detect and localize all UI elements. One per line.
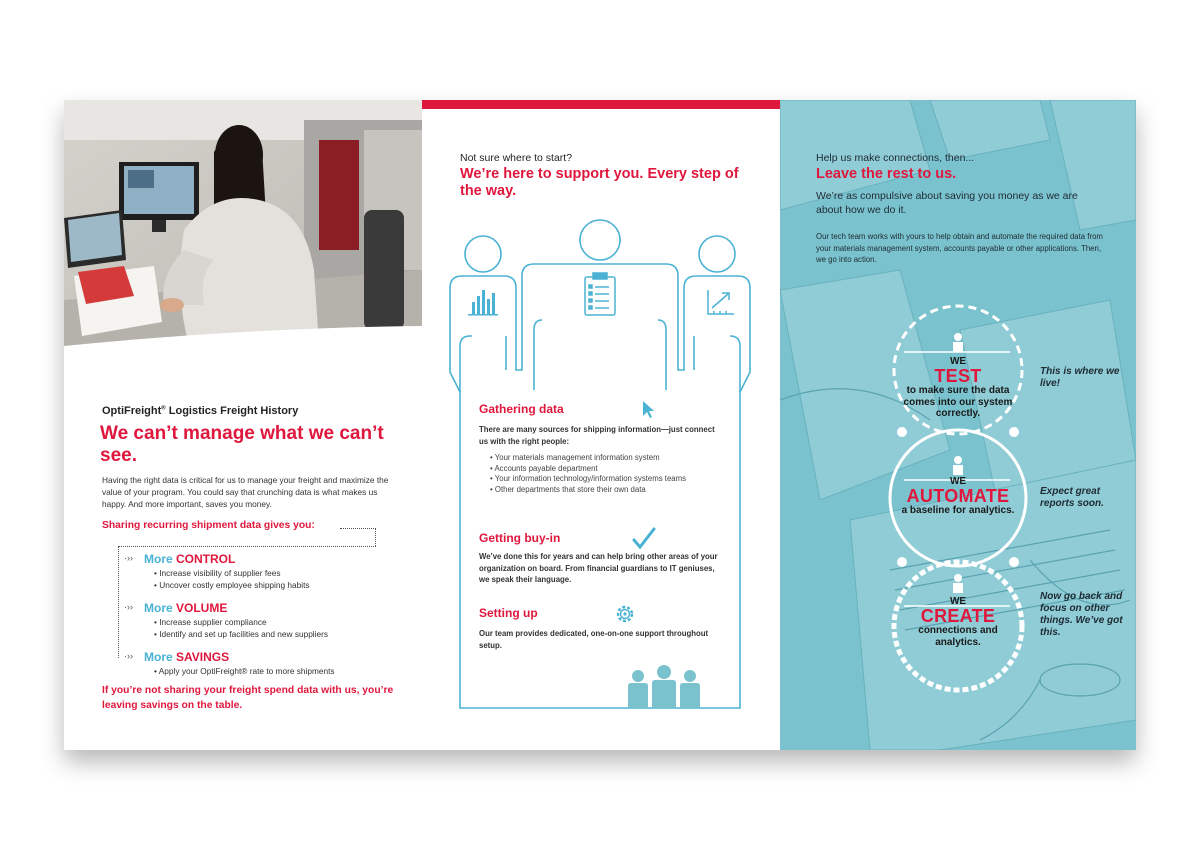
section-title-getting-buy-in: Getting buy-in <box>479 531 561 545</box>
list-item: • Your information technology/information systems teams <box>490 474 710 485</box>
step-verb: CREATE <box>920 606 996 626</box>
list-item: • Other departments that store their own data <box>490 485 710 496</box>
benefit-list <box>154 617 328 640</box>
list-item: • Identify and set up facilities and new suppliers <box>154 629 328 641</box>
panel2-headline: We’re here to support you. Every step of the way. <box>460 166 739 199</box>
step-we-label: WE <box>949 356 967 367</box>
panel1-headline: We can’t manage what we can’t see. <box>100 423 384 466</box>
share-data-heading: Sharing recurring shipment data gives you: <box>102 520 315 531</box>
benefit-list <box>154 568 310 591</box>
panel3-eyebrow: Help us make connections, then... <box>816 152 975 164</box>
step-note: This is where we live! <box>1040 366 1120 389</box>
benefit-title: More VOLUME <box>144 601 228 615</box>
process-gears-graphic <box>780 100 1136 750</box>
step-we-label: WE <box>949 476 967 487</box>
team-icon <box>628 665 700 708</box>
dotted-connector <box>340 528 376 546</box>
benefit-control <box>124 552 310 591</box>
benefit-volume <box>124 601 329 640</box>
step-we-label: WE <box>949 596 967 607</box>
panel3-headline: Leave the rest to us. <box>816 166 957 182</box>
dotted-connector <box>118 546 119 658</box>
panel-freight-history <box>64 100 422 750</box>
arrow-icon: ·›› <box>124 553 133 563</box>
step-automate <box>890 476 1026 517</box>
gear-icon <box>618 607 632 621</box>
section-text-getting-buy-in: We’ve done this for years and can help bring other areas of your organization on board. From financial guardians to IT geniuses, we speak their language. <box>479 552 718 584</box>
arrow-icon: ·›› <box>124 651 133 661</box>
panel2-eyebrow: Not sure where to start? <box>460 152 573 164</box>
step-description: connections and analytics. <box>918 625 998 648</box>
panel3-lead-text: We’re as compulsive about saving you money as we are about how we do it. <box>816 190 1078 216</box>
arrow-icon: ·›› <box>124 602 133 612</box>
section-title-gathering-data: Gathering data <box>479 402 564 416</box>
office-worker-photo <box>64 100 422 362</box>
step-description: a baseline for analytics. <box>901 505 1015 516</box>
checkmark-icon <box>634 529 654 547</box>
step-verb: TEST <box>934 366 982 386</box>
dotted-connector <box>118 546 376 547</box>
list-item: • Increase visibility of supplier fees <box>154 568 310 580</box>
panel1-eyebrow: OptiFreight® Logistics Freight History <box>102 405 299 417</box>
step-description: to make sure the data comes into our system correctly. <box>903 385 1013 419</box>
cursor-icon <box>643 401 654 418</box>
step-test <box>896 356 1020 420</box>
panel1-intro-text: Having the right data is critical for us to manage your freight and maximize the value of your program. You could say that crunching data is what makes us happy. And more important, saves you money. <box>102 475 389 509</box>
section-text-gathering-data: There are many sources for shipping information—just connect us with the right people: <box>479 425 715 446</box>
list-item: • Increase supplier compliance <box>154 617 328 629</box>
step-note: Now go back and focus on other things. We’ve got this. <box>1040 591 1123 638</box>
list-item: • Apply your OptiFreight® rate to more shipments <box>154 666 335 678</box>
data-sources-list <box>490 453 710 495</box>
panel1-closing: If you’re not sharing your freight spend data with us, you’re leaving savings on the table. <box>102 685 394 711</box>
step-note: Expect great reports soon. <box>1040 486 1104 509</box>
brochure-spread <box>64 100 1136 750</box>
list-item: • Uncover costly employee shipping habits <box>154 580 310 592</box>
panel3-body-text: Our tech team works with yours to help obtain and automate the required data from your materials management system, accounts payable or other applications. Then, we go into action. <box>816 232 1103 264</box>
bar-chart-icon <box>468 290 498 316</box>
list-item: • Your materials management information system <box>490 453 710 464</box>
step-create <box>896 596 1020 648</box>
clipboard-icon <box>585 273 615 315</box>
benefit-savings <box>124 650 335 678</box>
step-verb: AUTOMATE <box>906 486 1010 506</box>
benefit-list <box>154 666 335 678</box>
benefit-title: More CONTROL <box>144 552 236 566</box>
list-item: • Accounts payable department <box>490 464 710 475</box>
section-title-setting-up: Setting up <box>479 606 538 620</box>
panel-support <box>422 100 780 750</box>
trend-chart-icon <box>708 290 734 314</box>
section-text-setting-up: Our team provides dedicated, one-on-one support throughout setup. <box>479 629 709 650</box>
benefit-title: More SAVINGS <box>144 650 230 664</box>
panel-leave-rest <box>780 100 1136 750</box>
